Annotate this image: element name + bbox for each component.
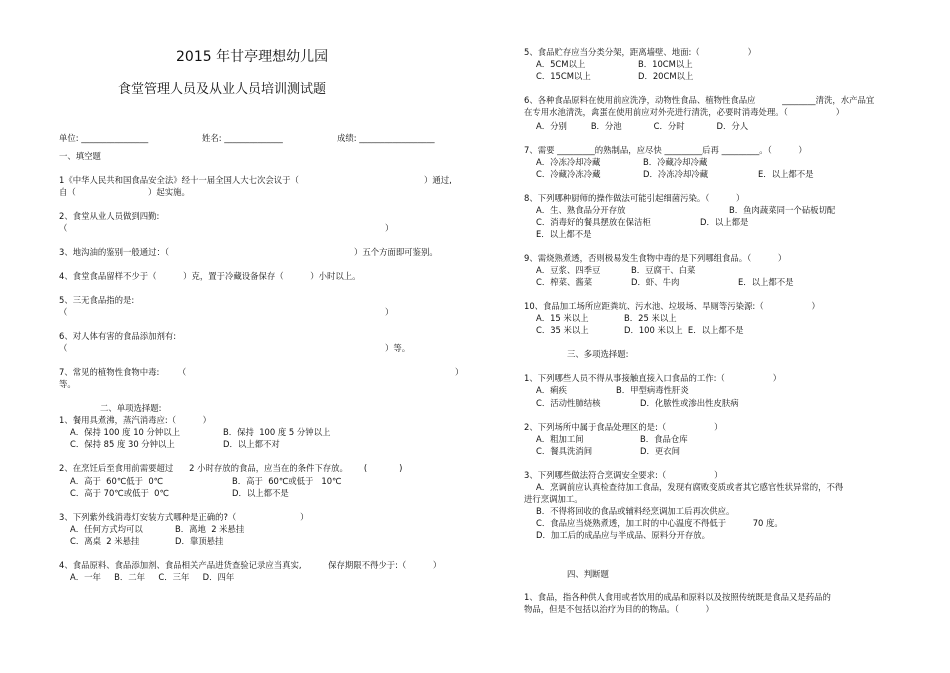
single-q7-option-e: E．以上都不是 — [758, 169, 814, 179]
single-q7-option-a: A．冷冻冷却冷藏 — [536, 157, 601, 167]
fill-q1-line1-end: ）通过, — [424, 175, 452, 185]
fill-q7-close: ） — [455, 367, 464, 377]
single-q5: 5、食品贮存应当分类分架，距离墙壁、地面:（ ） — [524, 47, 756, 57]
single-q9-option-a: A．豆浆、四季豆 — [536, 265, 601, 275]
multi-q2-option-c: C．餐具洗消间 — [536, 446, 593, 456]
single-q3-option-b: B．离地 2 米悬挂 — [175, 524, 245, 534]
single-q9-option-d: D．虾、牛肉 — [631, 277, 680, 287]
single-q5-option-c: C．15CM以上 — [536, 71, 591, 81]
single-q9-option-b: B．豆腐干、白菜 — [631, 265, 696, 275]
fill-q4: 4、食堂食品留样不少于（ ）克，置于冷藏设备保存（ ）小时以上。 — [59, 271, 361, 281]
single-q4-options: A．一年 B．二年 C．三年 D．四年 — [70, 572, 235, 582]
single-q1-option-d: D．以上都不对 — [223, 439, 280, 449]
multi-q2-option-d: D．更衣间 — [640, 446, 680, 456]
single-q10-option-a: A．15 米以上 — [536, 313, 589, 323]
single-q1-option-b: B．保持 100 度 5 分钟以上 — [223, 427, 331, 437]
fill-q2-open: （ — [59, 223, 68, 233]
fill-q3-end: ）五个方面即可鉴别。 — [354, 247, 438, 257]
fill-q5-line1: 5、三无食品指的是: — [59, 295, 135, 305]
fill-q1-line2: 自（ — [59, 187, 76, 197]
single-q9-option-e: E．以上都不是 — [738, 277, 794, 287]
single-q7-option-b: B．冷藏冷却冷藏 — [643, 157, 708, 167]
multi-q3-option-a-line1: A．烹调前应认真检查待加工食品，发现有腐败变质或者其它感官性状异常的，不得 — [536, 482, 844, 492]
single-q9-option-c: C．榨菜、酱菜 — [536, 277, 593, 287]
fill-q1-line1: 1《中华人民共和国食品安全法》经十一届全国人大七次会议于（ — [59, 175, 299, 185]
single-q3-option-d: D．靠顶悬挂 — [175, 536, 224, 546]
multi-q2: 2、下列场所中属于食品处理区的是:（ ） — [524, 422, 723, 432]
name-field: 姓名: ______________ — [202, 133, 283, 143]
single-q8-option-c: C．消毒好的餐具摆放在保洁柜 — [536, 217, 651, 227]
single-q3-option-c: C．离桌 2 米悬挂 — [70, 536, 140, 546]
single-q9: 9、需烧熟煮透，否则极易发生食物中毒的是下列哪组食品。（ ） — [524, 253, 787, 263]
exam-title: 食堂管理人员及从业人员培训测试题 — [118, 82, 327, 97]
single-q2-option-a: A．高于 60℃低于 0℃ — [70, 476, 164, 486]
fill-q6-open: （ — [59, 343, 68, 353]
multi-q3-option-d: D．加工后的成品应与半成品、原料分开存放。 — [536, 530, 710, 540]
single-q5-option-a: A．5CM以上 — [536, 59, 586, 69]
fill-q6-line1: 6、对人体有害的食品添加剂有: — [59, 331, 177, 341]
single-q1-option-a: A．保持 100 度 10 分钟以上 — [70, 427, 181, 437]
section-multiple-choice: 三、多项选择题: — [567, 349, 629, 359]
fill-q3: 3、地沟油的鉴别一般通过：（ — [59, 247, 170, 257]
fill-q5-open: （ — [59, 307, 68, 317]
single-q1: 1、餐用具煮沸，蒸汽消毒应:（ ） — [59, 415, 212, 425]
multi-q1: 1、下列哪些人员不得从事接触直接入口食品的工作:（ ） — [524, 373, 782, 383]
judge-q1-line2: 物品，但是不包括以治疗为目的的物品。（ ） — [524, 604, 714, 614]
section-true-false: 四、判断题 — [567, 569, 609, 579]
single-q8-option-d: D．以上都是 — [700, 217, 749, 227]
single-q3-option-a: A．任何方式均可以 — [70, 524, 143, 534]
multi-q3-option-b: B．不得将回收的食品或辅料经烹调加工后再次供应。 — [536, 506, 735, 516]
section-fill-blank: 一、填空题 — [59, 151, 101, 161]
single-q10-option-c: C．35 米以上 — [536, 325, 589, 335]
fill-q2-close: ） — [385, 223, 394, 233]
single-q10-option-d: D．100 米以上 E．以上都不是 — [624, 325, 744, 335]
fill-q7-line2: 等。 — [59, 379, 76, 389]
fill-q1-line2-end: ）起实施。 — [148, 187, 190, 197]
single-q4: 4、食品原料、食品添加剂、食品相关产品进货查验记录应当真实, 保存期限不得少于:（ ） — [59, 560, 442, 570]
multi-q3: 3、下列哪些做法符合烹调安全要求:（ ） — [524, 470, 723, 480]
fill-q5-close: ） — [385, 307, 394, 317]
section-single-choice: 二、单项选择题: — [100, 403, 162, 413]
single-q5-option-d: D．20CM以上 — [638, 71, 694, 81]
single-q2-option-c: C．高于 70℃或低于 0℃ — [70, 488, 169, 498]
multi-q1-option-b: B．甲型病毒性肝炎 — [616, 385, 689, 395]
multi-q1-option-a: A．痢疾 — [536, 385, 567, 395]
single-q8-option-a: A．生、熟食品分开存放 — [536, 205, 626, 215]
multi-q3-option-c: C．食品应当烧熟煮透，加工时的中心温度不得低于 70 度。 — [536, 518, 783, 528]
single-q8-option-b: B．鱼肉蔬菜同一个砧板切配 — [729, 205, 836, 215]
single-q10: 10、食品加工场所应距粪坑、污水池、垃圾场、旱厕等污染源:（ ） — [524, 301, 820, 311]
score-field: 成绩: __________________ — [337, 133, 435, 143]
single-q8-option-e: E．以上都不是 — [536, 229, 592, 239]
single-q2-option-d: D．以上都不是 — [232, 488, 289, 498]
single-q7: 7、需要 _________的熟制品，应尽快 _________后再 _________。（ ） — [524, 145, 807, 155]
unit-field: 单位: ________________ — [59, 133, 149, 143]
single-q8: 8、下列哪种厨师的操作做法可能引起细菌污染。（ ） — [524, 193, 745, 203]
multi-q1-option-c: C．活动性肺结核 — [536, 398, 601, 408]
single-q6-line1: 6、各种食品原料在使用前应洗净，动物性食品、植物性食品应 ________清洗，水产品宜 — [524, 95, 875, 105]
judge-q1-line1: 1、食品，指各种供人食用或者饮用的成品和原料以及按照传统既是食品又是药品的 — [524, 592, 831, 602]
single-q10-option-b: B．25 米以上 — [624, 313, 677, 323]
single-q3: 3、下列紫外线消毒灯安装方式哪种是正确的?（ ） — [59, 512, 309, 522]
single-q7-option-d: D．冷冻冷却冷藏 — [643, 169, 709, 179]
single-q6-line2: 在专用水池清洗，禽蛋在使用前应对外壳进行清洗，必要时消毒处理。（ ） — [524, 107, 845, 117]
single-q7-option-c: C．冷藏冷冻冷藏 — [536, 169, 601, 179]
multi-q2-option-a: A．粗加工间 — [536, 434, 584, 444]
exam-title-year: 2015 年甘亭理想幼儿园 — [176, 49, 329, 65]
multi-q1-option-d: D．化脓性或渗出性皮肤病 — [640, 398, 739, 408]
single-q2: 2、在烹饪后至食用前需要超过 2 小时存放的食品，应当在的条件下存放。 ( ) — [59, 463, 403, 473]
single-q2-option-b: B．高于 60℃或低于 10℃ — [232, 476, 342, 486]
single-q5-option-b: B．10CM以上 — [638, 59, 693, 69]
fill-q7-line1: 7、常见的植物性食物中毒: （ — [59, 367, 187, 377]
single-q6-options: A．分别 B．分池 C．分时 D．分人 — [536, 121, 749, 131]
fill-q2-line1: 2、食堂从业人员做到四勤: — [59, 211, 160, 221]
multi-q2-option-b: B．食品仓库 — [640, 434, 688, 444]
multi-q3-option-a-line2: 进行烹调加工。 — [524, 494, 583, 504]
fill-q6-close: ）等。 — [385, 343, 411, 353]
single-q1-option-c: C．保持 85 度 30 分钟以上 — [70, 439, 175, 449]
